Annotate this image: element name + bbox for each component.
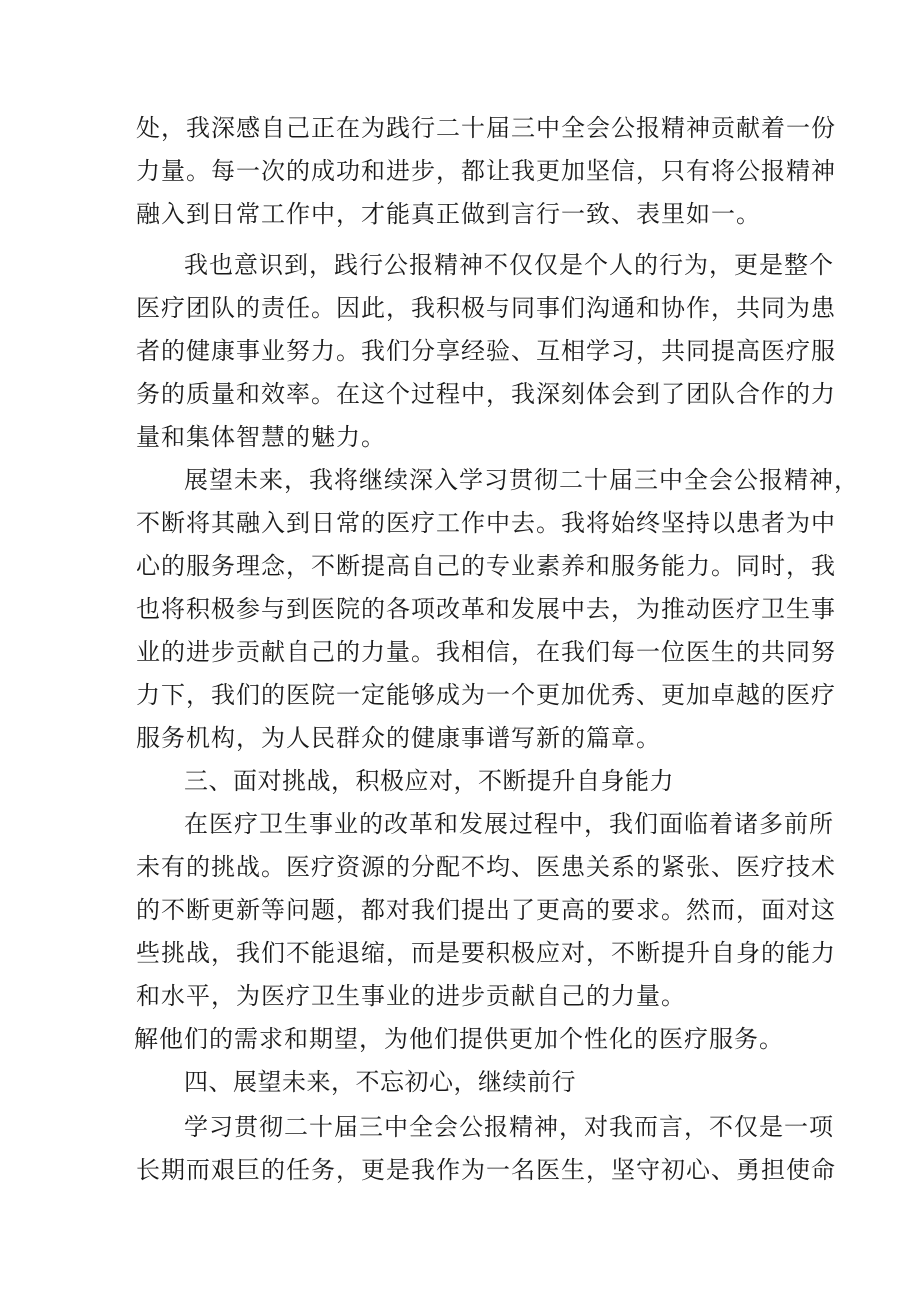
paragraph-line: 力量。每一次的成功和进步，都让我更加坚信，只有将公报精神	[136, 157, 836, 185]
paragraph-line: 力下，我们的医院一定能够成为一个更加优秀、更加卓越的医疗	[136, 681, 836, 709]
paragraph-line: 展望未来，我将继续深入学习贯彻二十届三中全会公报精神，	[184, 466, 859, 494]
paragraph-line: 我也意识到，践行公报精神不仅仅是个人的行为，更是整个	[184, 251, 834, 279]
paragraph-line: 心的服务理念，不断提高自己的专业素养和服务能力。同时，我	[136, 552, 836, 580]
paragraph-line: 些挑战，我们不能退缩，而是要积极应对，不断提升自身的能力	[136, 939, 836, 967]
paragraph-line: 学习贯彻二十届三中全会公报精神，对我而言，不仅是一项	[184, 1113, 834, 1141]
section-heading: 四、展望未来，不忘初心，继续前行	[184, 1068, 576, 1096]
paragraph-line: 融入到日常工作中，才能真正做到言行一致、表里如一。	[136, 200, 761, 228]
paragraph-line: 者的健康事业努力。我们分享经验、互相学习，共同提高医疗服	[136, 337, 836, 365]
paragraph-line: 未有的挑战。医疗资源的分配不均、医患关系的紧张、医疗技术	[136, 853, 836, 881]
paragraph-line: 不断将其融入到日常的医疗工作中去。我将始终坚持以患者为中	[136, 509, 836, 537]
paragraph-line: 服务机构，为人民群众的健康事谱写新的篇章。	[136, 724, 661, 752]
section-heading: 三、面对挑战，积极应对，不断提升自身能力	[184, 767, 674, 795]
paragraph-line: 解他们的需求和期望，为他们提供更加个性化的医疗服务。	[134, 1025, 784, 1053]
paragraph-line: 长期而艰巨的任务，更是我作为一名医生，坚守初心、勇担使命	[136, 1156, 836, 1184]
paragraph-line: 在医疗卫生事业的改革和发展过程中，我们面临着诸多前所	[184, 810, 834, 838]
paragraph-line: 的不断更新等问题，都对我们提出了更高的要求。然而，面对这	[136, 896, 836, 924]
paragraph-line: 也将积极参与到医院的各项改革和发展中去，为推动医疗卫生事	[136, 595, 836, 623]
paragraph-line: 务的质量和效率。在这个过程中，我深刻体会到了团队合作的力	[136, 380, 836, 408]
paragraph-line: 业的进步贡献自己的力量。我相信，在我们每一位医生的共同努	[136, 638, 836, 666]
paragraph-line: 医疗团队的责任。因此，我积极与同事们沟通和协作，共同为患	[136, 294, 836, 322]
paragraph-line: 量和集体智慧的魅力。	[136, 423, 386, 451]
paragraph-line: 和水平，为医疗卫生事业的进步贡献自己的力量。	[136, 982, 686, 1010]
paragraph-line: 处，我深感自己正在为践行二十届三中全会公报精神贡献着一份	[136, 114, 836, 142]
